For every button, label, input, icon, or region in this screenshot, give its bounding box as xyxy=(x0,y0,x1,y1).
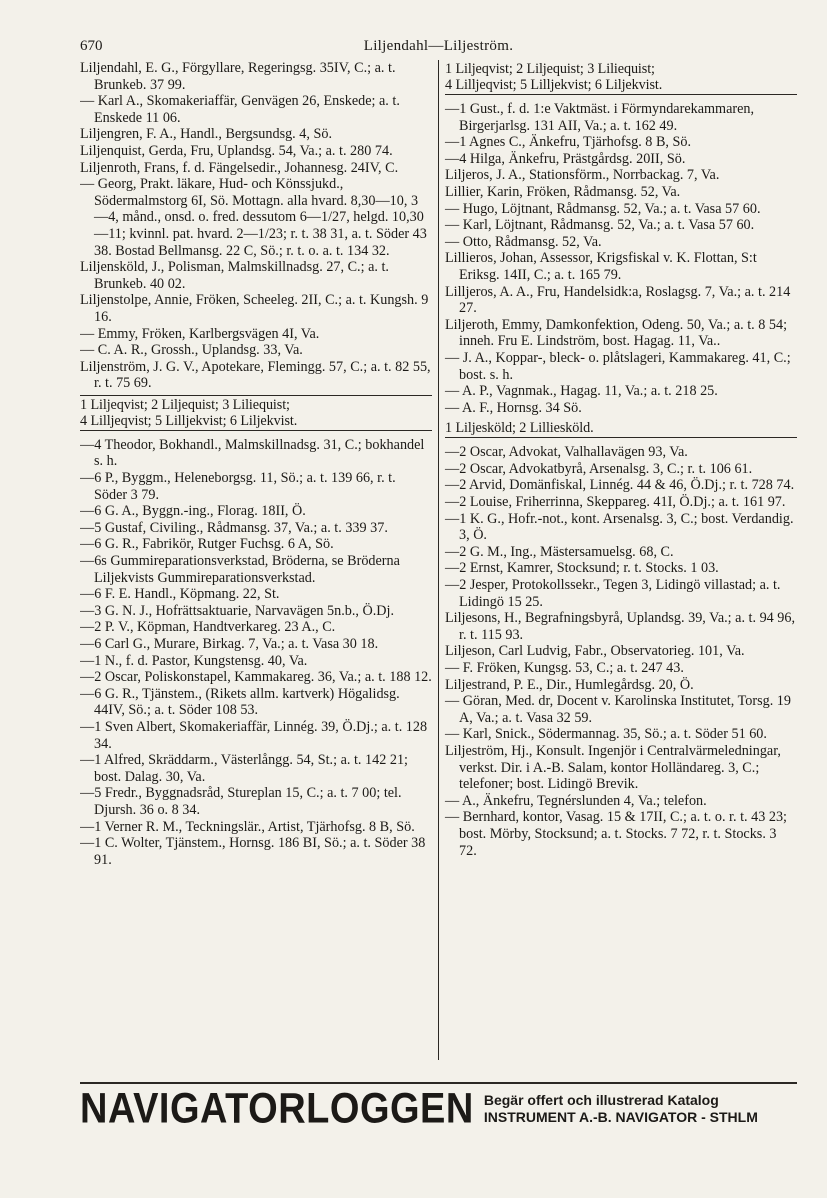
name-variants-line: 4 Lilljeqvist; 5 Lilljekvist; 6 Liljekvist. xyxy=(80,412,298,429)
entry: — A., Änkefru, Tegnérslunden 4, Va.; telefon. xyxy=(445,792,707,809)
ad-tagline xyxy=(484,1092,758,1126)
entry: —1 Alfred, Skräddarm., Västerlångg. 54, St.; a. t. 142 21; bost. Dalag. 30, Va. xyxy=(80,752,408,785)
entry: —6 Carl G., Murare, Birkag. 7, Va.; a. t. Vasa 30 18. xyxy=(80,636,379,652)
entry: —4 Theodor, Bokhandl., Malmskillnadsg. 31, C.; bokhandel s. h. xyxy=(80,436,425,470)
entry: —2 P. V., Köpman, Handtverkareg. 23 A., C. xyxy=(80,619,336,636)
entry: —6 G. A., Byggn.-ing., Florag. 18II, Ö. xyxy=(80,503,306,520)
entry: Liljenstolpe, Annie, Fröken, Scheeleg. 2II, C.; a. t. Kungsh. 9 16. xyxy=(80,292,429,325)
name-variants-header-2 xyxy=(445,419,797,438)
entry: —2 Jesper, Protokollssekr., Tegen 3, Lidingö villastad; a. t. Lidingö 15 25. xyxy=(445,577,781,610)
entry: Liljeström, Hj., Konsult. Ingenjör i Centralvärmeledningar, verkst. Dir. i A.-B. Salam, kontor Holländareg. 3, C.; telefoner; bost. Lidingö Brevik. xyxy=(445,742,781,793)
entry: Lilljeros, A. A., Fru, Handelsidk:a, Roslagsg. 7, Va.; a. t. 214 27. xyxy=(445,283,791,317)
entry: — Hugo, Löjtnant, Rådmansg. 52, Va.; a. t. Vasa 57 60. xyxy=(445,200,761,217)
entry: Liljensköld, J., Polisman, Malmskillnadsg. 27, C.; a. t. Brunkeb. 40 02. xyxy=(80,259,389,292)
entry: —5 Fredr., Byggnadsråd, Stureplan 15, C.; a. t. 7 00; tel. Djursh. 36 o. 8 34. xyxy=(80,785,402,818)
name-variants-line: 4 Lilljeqvist; 5 Lilljekvist; 6 Liljekvist. xyxy=(445,77,663,93)
entry: —6s Gummireparationsverkstad, Bröderna, se Bröderna Liljekvists Gummireparationsverkstad. xyxy=(80,553,400,586)
entry: — Karl A., Skomakeriaffär, Genvägen 26, Enskede; a. t. Enskede 11 06. xyxy=(80,93,400,126)
entry: — Karl, Snick., Södermannag. 35, Sö.; a. t. Söder 51 60. xyxy=(445,726,767,743)
right-column xyxy=(439,60,797,1060)
entry: —1 Agnes C., Änkefru, Tjärhofsg. 8 B, Sö. xyxy=(445,134,692,151)
entry: Liljenström, J. G. V., Apotekare, Flemingg. 57, C.; a. t. 82 55, r. t. 75 69. xyxy=(80,358,431,392)
entry: —1 Sven Albert, Skomakeriaffär, Linnég. 39, Ö.Dj.; a. t. 128 34. xyxy=(80,718,428,752)
entry: Liljengren, F. A., Handl., Bergsundsg. 4, Sö. xyxy=(80,126,332,143)
ad-brand: NAVIGATORLOGGEN xyxy=(80,1084,474,1132)
entry: Lillieros, Johan, Assessor, Krigsfiskal v. K. Flottan, S:t Eriksg. 14II, C.; a. t. 165 79. xyxy=(445,250,757,283)
running-title: Liljendahl—Liljeström. xyxy=(363,38,514,54)
entry: —1 N., f. d. Pastor, Kungstensg. 40, Va. xyxy=(80,652,308,669)
entry: —6 G. R., Tjänstem., (Rikets allm. kartverk) Högalidsg. 44IV, Sö.; a. t. Söder 108 53. xyxy=(80,685,400,719)
page-number: 670 xyxy=(80,38,103,54)
entry: — Georg, Prakt. läkare, Hud- och Könssjukd., Södermalmstorg 6I, Sö. Mottagn. alla hvard. 8,30—10, 3—4, månd., onsd. o. fred. dessutom 6—1/27, helgd. 10,30—11; kvinnl. pat. hvard. 2—1/23; r. t. 38 31, a. t. Söder 43 38. Bostad Bellmansg. 22 C, Sö.; r. t. o. a. t. 134 32. xyxy=(80,176,427,259)
entry: Lillier, Karin, Fröken, Rådmansg. 52, Va. xyxy=(445,183,681,200)
entry: —4 Hilga, Änkefru, Prästgårdsg. 20II, Sö. xyxy=(445,150,686,167)
entry: —2 Oscar, Advokatbyrå, Arsenalsg. 3, C.; r. t. 106 61. xyxy=(445,460,753,477)
entry: Liljeroth, Emmy, Damkonfektion, Odeng. 50, Va.; a. t. 8 54; inneh. Fru E. Lindström, bost. Hagag. 11, Va.. xyxy=(445,316,788,350)
name-variants-line: 1 Liljeqvist; 2 Liljequist; 3 Liliequist; xyxy=(80,396,290,413)
name-variants-line: 1 Liljeqvist; 2 Liljequist; 3 Liliequist; xyxy=(445,61,655,77)
page-header xyxy=(80,38,797,60)
entry: — Otto, Rådmansg. 52, Va. xyxy=(445,233,602,250)
entry: —3 G. N. J., Hofrättsaktuarie, Narvavägen 5n.b., Ö.Dj. xyxy=(80,602,395,619)
entry: —1 C. Wolter, Tjänstem., Hornsg. 186 BI, Sö.; a. t. Söder 38 91. xyxy=(80,835,426,868)
entry: — A. F., Hornsg. 34 Sö. xyxy=(445,399,582,416)
entry: —6 P., Byggm., Heleneborgsg. 11, Sö.; a. t. 139 66, r. t. Söder 3 79. xyxy=(80,470,396,503)
entry: —2 Oscar, Advokat, Valhallavägen 93, Va. xyxy=(445,444,688,461)
entry: — A. P., Vagnmak., Hagag. 11, Va.; a. t. 218 25. xyxy=(445,383,718,400)
columns xyxy=(80,60,797,1060)
entry: —2 Louise, Friherrinna, Skeppareg. 41I, Ö.Dj.; a. t. 161 97. xyxy=(445,494,786,511)
ad-line: Begär offert och illustrerad Katalog xyxy=(483,1092,719,1108)
ad-line: INSTRUMENT A.-B. NAVIGATOR - STHLM xyxy=(483,1109,758,1125)
entry: — Bernhard, kontor, Vasag. 15 & 17II, C.; a. t. o. r. t. 43 23; bost. Mörby, Stocksund; a. t. Stocks. 7 72, r. t. Stocks. 3 72. xyxy=(445,809,787,859)
entry: —1 Verner R. M., Teckningslär., Artist, Tjärhofsg. 8 B, Sö. xyxy=(80,818,415,835)
entry: Liljendahl, E. G., Förgyllare, Regeringsg. 35IV, C.; a. t. Brunkeb. 37 99. xyxy=(80,60,396,93)
advertisement xyxy=(80,1082,797,1134)
entry: —1 Gust., f. d. 1:e Vaktmäst. i Förmyndarekammaren, Birgerjarlsg. 131 AII, Va.; a. t. 162 49. xyxy=(445,101,755,134)
entry: —2 G. M., Ing., Mästersamuelsg. 68, C. xyxy=(445,543,674,560)
entry: Liljenroth, Frans, f. d. Fängelsedir., Johannesg. 24IV, C. xyxy=(80,159,399,176)
entry: Liljeros, J. A., Stationsförm., Norrbackag. 7, Va. xyxy=(445,167,720,184)
entry: — C. A. R., Grossh., Uplandsg. 33, Va. xyxy=(80,342,303,359)
entry: — Emmy, Fröken, Karlbergsvägen 4I, Va. xyxy=(80,325,320,342)
entry: —2 Ernst, Kamrer, Stocksund; r. t. Stocks. 1 03. xyxy=(445,560,719,577)
entry: —5 Gustaf, Civiling., Rådmansg. 37, Va.; a. t. 339 37. xyxy=(80,519,388,536)
entry: — Göran, Med. dr, Docent v. Karolinska Institutet, Torsg. 19 A, Va.; a. t. Vasa 32 59. xyxy=(445,693,791,726)
entry: — J. A., Koppar-, bleck- o. plåtslageri, Kammakareg. 41, C.; bost. s. h. xyxy=(445,349,791,383)
entry: Liljenquist, Gerda, Fru, Uplandsg. 54, Va.; a. t. 280 74. xyxy=(80,142,393,159)
entry: Liljeson, Carl Ludvig, Fabr., Observatorieg. 101, Va. xyxy=(445,643,745,660)
entry: —6 F. E. Handl., Köpmang. 22, St. xyxy=(80,586,280,603)
name-variants-line: 1 Liljesköld; 2 Lilliesköld. xyxy=(445,420,594,437)
entry: Liljestrand, P. E., Dir., Humlegårdsg. 20, Ö. xyxy=(445,676,694,693)
entry: —2 Arvid, Domänfiskal, Linnég. 44 & 46, Ö.Dj.; r. t. 728 74. xyxy=(445,477,795,494)
entry: Liljesons, H., Begrafningsbyrå, Uplandsg. 39, Va.; a. t. 94 96, r. t. 115 93. xyxy=(445,610,796,643)
name-variants-header xyxy=(80,395,432,431)
entry: —6 G. R., Fabrikör, Rutger Fuchsg. 6 A, Sö. xyxy=(80,536,334,553)
left-column xyxy=(80,60,439,1060)
entry: —1 K. G., Hofr.-not., kont. Arsenalsg. 3, C.; bost. Verdandig. 3, Ö. xyxy=(445,510,794,544)
name-variants-header xyxy=(445,60,797,95)
entry: —2 Oscar, Poliskonstapel, Kammakareg. 36, Va.; a. t. 188 12. xyxy=(80,669,432,686)
entry: — Karl, Löjtnant, Rådmansg. 52, Va.; a. t. Vasa 57 60. xyxy=(445,217,755,234)
entry: — F. Fröken, Kungsg. 53, C.; a. t. 247 43. xyxy=(445,660,684,676)
